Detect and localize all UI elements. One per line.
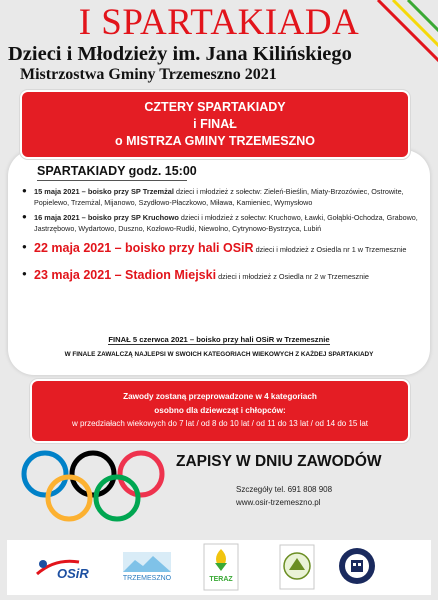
categories-line-1: Zawody zostaną przeprowadzone w 4 kategoriach: [123, 392, 317, 401]
bullet-icon: ●: [22, 211, 27, 221]
categories-box: [30, 379, 410, 443]
schedule-list: [22, 186, 422, 291]
sponsor-logos-bar: [7, 540, 431, 595]
schedule-item-desc: dzieci i młodzież z sołectw: Kruchowo, Ławki, Gołąbki-Ochodza, Grabowo, Jastrzębowo, Wydartowo, Duszno, Kozłowo-Rudki, Niewolno, Cytrynowo-Bystrzyca, Lubiń: [34, 212, 418, 234]
bullet-icon: ●: [22, 186, 27, 195]
headline-line-2: i FINAŁ: [193, 116, 237, 131]
headline-line-1: CZTERY SPARTAKIADY: [144, 100, 286, 114]
schedule-item: [22, 212, 422, 235]
categories-line-3: w przedziałach wiekowych do 7 lat / od 8 do 10 lat / od 11 do 13 lat / od 14 do 15 lat: [71, 419, 369, 429]
schedule-item-head: 22 maja 2021 – boisko przy hali OSiR: [34, 241, 254, 256]
osir-logo: [35, 552, 97, 582]
gmina-crest-logo: [279, 544, 315, 590]
schedule-item: [22, 264, 422, 288]
schedule-item-head: 23 maja 2021 – Stadion Miejski: [34, 268, 217, 282]
olympic-rings-icon: [18, 448, 168, 531]
trzemeszno-logo-text: TRZEMESZNO: [122, 575, 172, 582]
schedule-heading-underline: [37, 180, 187, 181]
final-info-text: FINAŁ 5 czerwca 2021 – boisko przy hali OSiR w Trzemesznie: [108, 335, 330, 344]
schedule-heading: SPARTAKIADY godz. 15:00: [37, 164, 197, 178]
schedule-item: [22, 186, 422, 209]
final-note: W FINALE ZAWALCZĄ NAJLEPSI W SWOICH KATEGORIACH WIEKOWYCH Z KAŻDEJ SPARTAKIADY: [64, 351, 374, 358]
page-subtitle-secondary: Mistrzostwa Gminy Trzemeszno 2021: [20, 66, 277, 83]
page-subtitle: Dzieci i Młodzieży im. Jana Kilińskiego: [8, 43, 352, 65]
schedule-item-desc: dzieci i młodzież z Osiedla nr 2 w Trzemesznie: [218, 272, 369, 281]
schedule-item-desc: dzieci i młodzież z sołectw: Zieleń-Bieślin, Miaty-Brzozówiec, Ostrowite, Popielewo, Trzemżal, Mijanowo, Szydłowo-Płaczkowo, Miława, Kamieniec, Wymysłowo: [34, 187, 404, 208]
schedule-item-head: 15 maja 2021 – boisko przy SP Trzemżal: [34, 187, 174, 196]
schedule-item-head: 16 maja 2021 – boisko przy SP Kruchowo: [34, 212, 179, 222]
contact-info: [236, 484, 332, 510]
bullet-icon: ●: [22, 242, 27, 252]
teraz-logo: [203, 543, 239, 591]
teraz-logo-text: TERAZ: [209, 576, 233, 583]
headline-line-3: o MISTRZA GMINY TRZEMESZNO: [115, 133, 315, 148]
categories-line-2: osobno dla dziewcząt i chłopców:: [154, 405, 286, 415]
contact-phone: Szczegóły tel. 691 808 908: [236, 485, 333, 494]
schedule-item-desc: dzieci i młodzież z Osiedla nr 1 w Trzemesznie: [255, 245, 407, 255]
contact-website[interactable]: www.osir-trzemeszno.pl: [236, 497, 321, 507]
headline-box: [20, 90, 410, 159]
schedule-item: [22, 237, 422, 261]
final-info: [0, 335, 438, 344]
school-crest-logo: [337, 546, 377, 586]
bullet-icon: ●: [22, 269, 27, 278]
osir-logo-text: OSiR: [57, 566, 89, 581]
signup-title: ZAPISY W DNIU ZAWODÓW: [176, 453, 382, 470]
page-title: I SPARTAKIADA: [78, 2, 360, 43]
trzemeszno-logo: [117, 548, 177, 584]
